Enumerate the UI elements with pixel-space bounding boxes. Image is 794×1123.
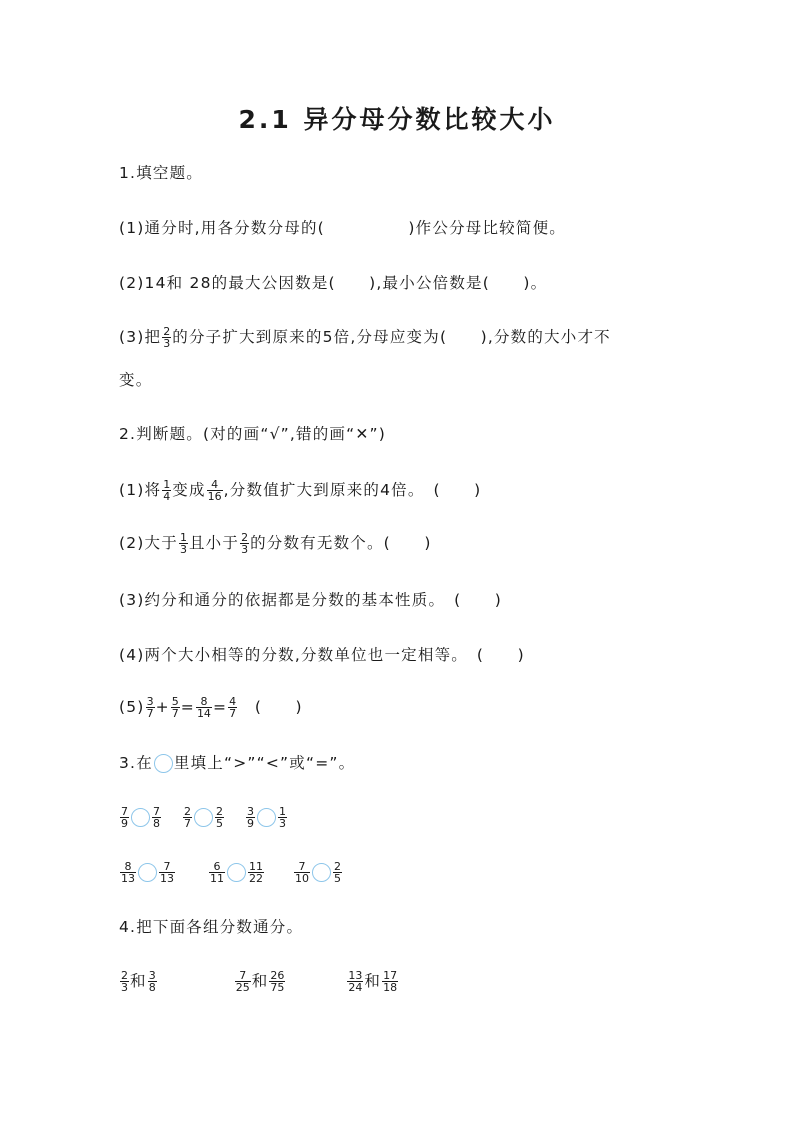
page-title: 2.1 异分母分数比较大小 (238, 105, 556, 134)
q3-heading-pre: 3.在 (119, 754, 153, 772)
fraction: $\frac{26}{75}$ (270, 969, 285, 994)
compare-pair (245, 805, 288, 830)
q2-item-4: (4)两个大小相等的分数,分数单位也一定相等。 ( ) (119, 646, 525, 664)
q1-item-3-continued: 变。 (119, 371, 153, 389)
q2-item-1 (119, 479, 481, 502)
q1-item-2: (2)14和 28的最大公因数是( ),最小公倍数是( )。 (119, 274, 548, 292)
q2-item-1-post: ,分数值扩大到原来的4倍。 ( ) (223, 481, 482, 499)
compare-circle[interactable] (312, 863, 331, 882)
q2-item-5-pre: (5) (119, 698, 145, 716)
compare-circle[interactable] (194, 808, 213, 827)
q1-item-3-pre: (3)把 (119, 328, 162, 346)
fraction: $\frac{7}{13}$ (160, 860, 174, 885)
fraction: $\frac{11}{22}$ (249, 860, 263, 885)
q3-heading (119, 753, 355, 773)
and-word: 和 (130, 972, 147, 990)
q3-row-1 (119, 806, 288, 829)
compare-pair (119, 805, 162, 830)
fraction: $\frac{2}{5}$ (334, 860, 341, 885)
fraction: $\frac{7}{25}$ (235, 969, 250, 994)
compare-pair (182, 805, 225, 830)
q2-item-2-mid: 且小于 (188, 534, 240, 552)
q2-item-5-post: ( ) (238, 698, 303, 716)
fraction: $\frac{7}{9}$ (121, 805, 128, 830)
q4-row (119, 970, 399, 993)
q4-heading: 4.把下面各组分数通分。 (119, 918, 304, 936)
fraction: $\frac{3}{8}$ (148, 969, 156, 994)
fraction: $\frac{7}{8}$ (153, 805, 160, 830)
fraction: $\frac{1}{3}$ (179, 531, 187, 556)
q1-item-3-post: 的分子扩大到原来的5倍,分母应变为( ),分数的大小才不 (172, 328, 611, 346)
compare-pair (119, 860, 176, 885)
equals-sign: = (180, 698, 195, 716)
fraction: $\frac{7}{10}$ (295, 860, 309, 885)
equals-sign: = (212, 698, 228, 716)
fraction-group (346, 969, 399, 994)
fraction: $\frac{2}{5}$ (216, 805, 223, 830)
compare-pair (293, 860, 343, 885)
compare-circle[interactable] (227, 863, 246, 882)
q2-item-1-pre: (1)将 (119, 481, 162, 499)
compare-circle[interactable] (138, 863, 157, 882)
q2-item-2-pre: (2)大于 (119, 534, 178, 552)
q2-heading: 2.判断题。(对的画“√”,错的画“✕”) (119, 425, 386, 443)
q3-heading-post: 里填上“>”“<”或“=”。 (173, 754, 356, 772)
fraction: $\frac{8}{13}$ (121, 860, 135, 885)
compare-circle[interactable] (131, 808, 150, 827)
fraction: $\frac{8}{14}$ (196, 695, 211, 720)
fraction: $\frac{3}{9}$ (247, 805, 254, 830)
fraction: $\frac{4}{7}$ (229, 695, 237, 720)
fraction: $\frac{2}{3}$ (241, 531, 249, 556)
compare-circle[interactable] (257, 808, 276, 827)
and-word: 和 (364, 972, 382, 990)
fraction: $\frac{1}{4}$ (163, 478, 171, 503)
fraction: $\frac{13}{24}$ (348, 969, 363, 994)
fraction: $\frac{2}{3}$ (163, 325, 171, 350)
fraction: $\frac{1}{3}$ (279, 805, 286, 830)
q2-item-5 (119, 696, 303, 719)
q1-item-1: (1)通分时,用各分数分母的( )作公分母比较简便。 (119, 219, 566, 237)
answer-circle-icon (154, 754, 173, 773)
and-word: 和 (251, 972, 269, 990)
q3-row-2 (119, 861, 343, 884)
fraction: $\frac{6}{11}$ (210, 860, 224, 885)
q2-item-2 (119, 532, 432, 555)
compare-pair (208, 860, 265, 885)
fraction: $\frac{5}{7}$ (171, 695, 179, 720)
fraction: $\frac{4}{16}$ (207, 478, 222, 503)
fraction: $\frac{2}{7}$ (184, 805, 191, 830)
q1-heading: 1.填空题。 (119, 164, 203, 182)
q2-item-1-mid: 变成 (172, 481, 206, 499)
fraction: $\frac{2}{3}$ (121, 969, 128, 994)
q2-item-3: (3)约分和通分的依据都是分数的基本性质。 ( ) (119, 591, 503, 609)
q2-item-2-post: 的分数有无数个。( ) (250, 534, 432, 552)
fraction-group (234, 969, 287, 994)
q1-item-3 (119, 326, 611, 349)
fraction-group (119, 969, 158, 994)
plus-sign: + (155, 698, 170, 716)
fraction: $\frac{17}{18}$ (383, 969, 398, 994)
fraction: $\frac{3}{7}$ (146, 695, 154, 720)
